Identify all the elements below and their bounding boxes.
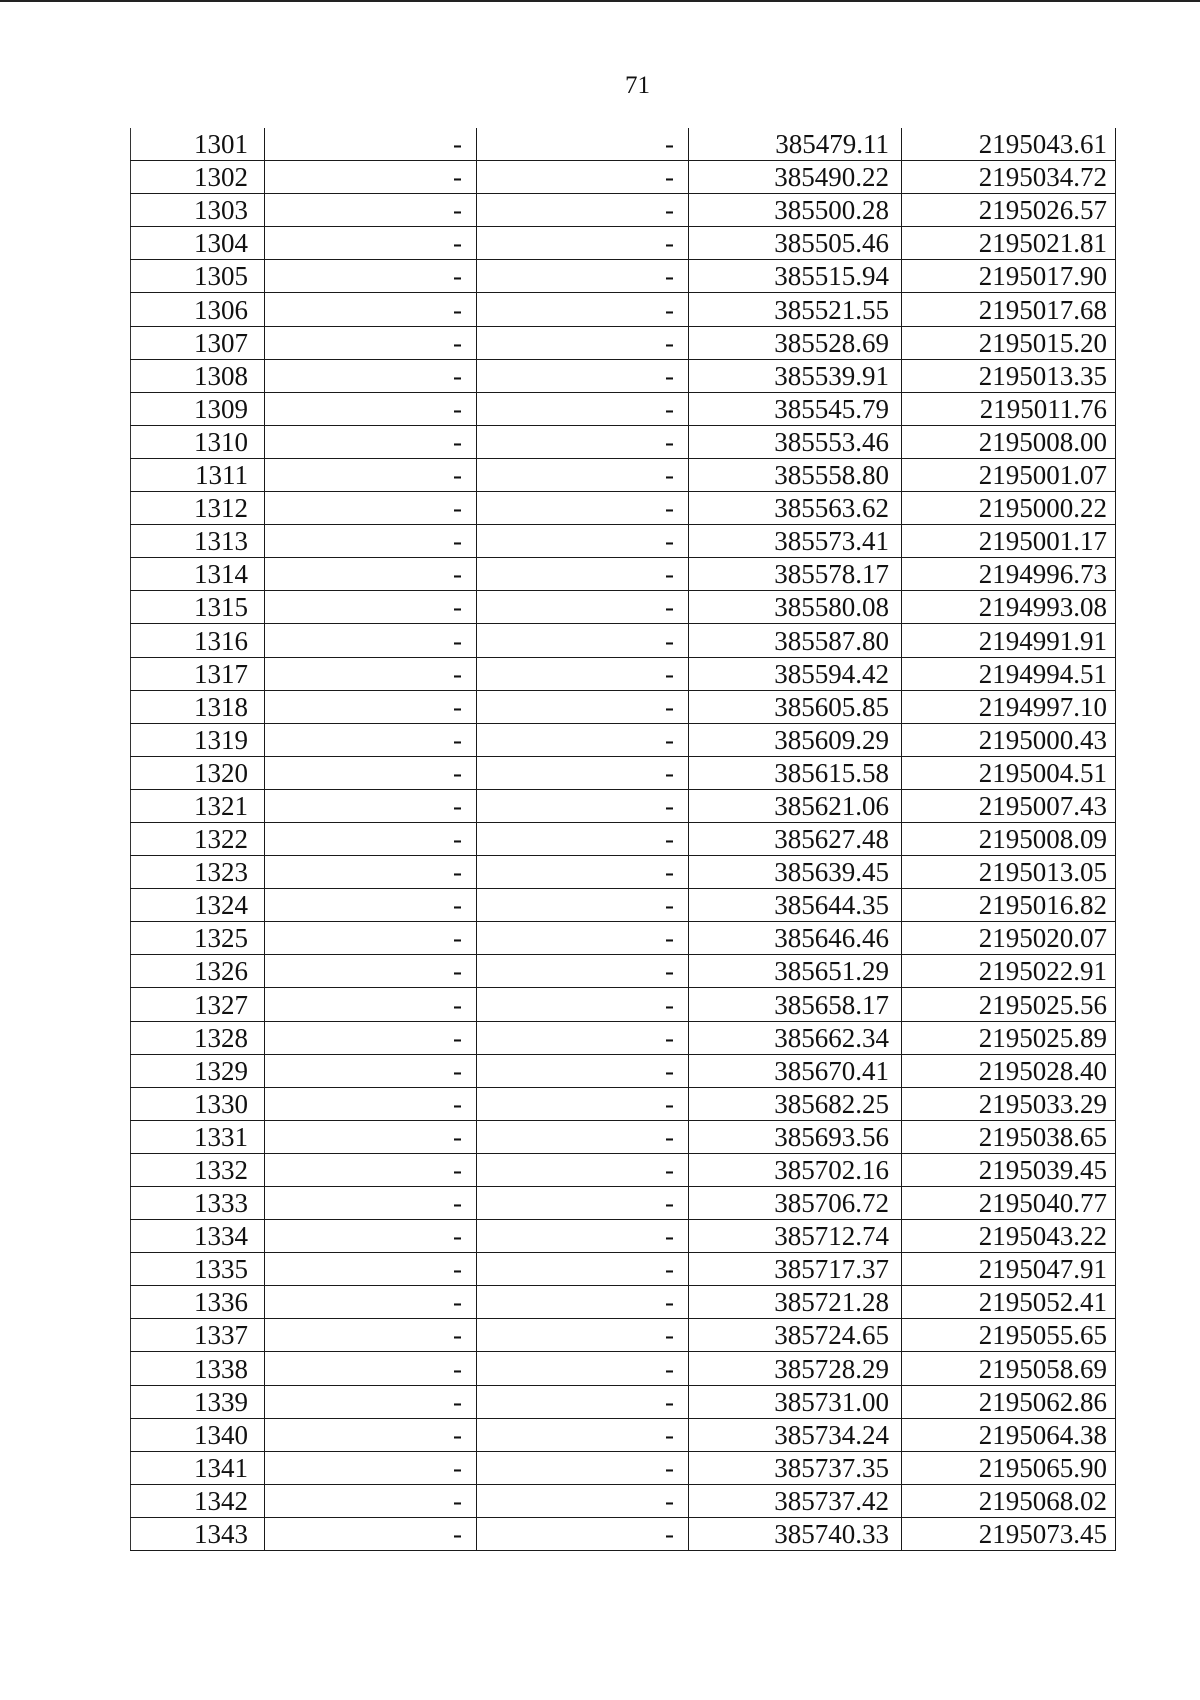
y-coordinate-cell: 2195025.56 — [902, 988, 1116, 1021]
dash-cell: - — [477, 227, 689, 260]
dash-cell: - — [265, 856, 477, 889]
dash-cell: - — [265, 1054, 477, 1087]
dash-cell: - — [265, 392, 477, 425]
dash-cell: - — [477, 1286, 689, 1319]
x-coordinate-cell: 385563.62 — [689, 492, 902, 525]
dash-cell: - — [477, 1352, 689, 1385]
dash-cell: - — [477, 1220, 689, 1253]
y-coordinate-cell: 2195034.72 — [902, 161, 1116, 194]
point-number-cell: 1332 — [131, 1153, 265, 1186]
point-number-cell: 1340 — [131, 1418, 265, 1451]
y-coordinate-cell: 2195038.65 — [902, 1120, 1116, 1153]
x-coordinate-cell: 385670.41 — [689, 1054, 902, 1087]
table-row — [131, 1451, 1116, 1484]
x-coordinate-cell: 385621.06 — [689, 789, 902, 822]
coordinate-table-body — [131, 128, 1116, 1551]
x-coordinate-cell: 385706.72 — [689, 1187, 902, 1220]
y-coordinate-cell: 2195026.57 — [902, 194, 1116, 227]
table-row — [131, 1187, 1116, 1220]
point-number-cell: 1320 — [131, 756, 265, 789]
point-number-cell: 1315 — [131, 591, 265, 624]
y-coordinate-cell: 2195040.77 — [902, 1187, 1116, 1220]
point-number-cell: 1321 — [131, 789, 265, 822]
dash-cell: - — [265, 1253, 477, 1286]
table-row — [131, 657, 1116, 690]
point-number-cell: 1318 — [131, 690, 265, 723]
dash-cell: - — [477, 293, 689, 326]
point-number-cell: 1343 — [131, 1517, 265, 1550]
point-number-cell: 1316 — [131, 624, 265, 657]
point-number-cell: 1308 — [131, 359, 265, 392]
table-row — [131, 1253, 1116, 1286]
dash-cell: - — [477, 922, 689, 955]
dash-cell: - — [265, 723, 477, 756]
coordinate-table — [130, 128, 1116, 1551]
dash-cell: - — [265, 1517, 477, 1550]
point-number-cell: 1328 — [131, 1021, 265, 1054]
dash-cell: - — [265, 591, 477, 624]
table-row — [131, 789, 1116, 822]
table-row — [131, 822, 1116, 855]
point-number-cell: 1327 — [131, 988, 265, 1021]
dash-cell: - — [477, 1021, 689, 1054]
y-coordinate-cell: 2195068.02 — [902, 1484, 1116, 1517]
x-coordinate-cell: 385587.80 — [689, 624, 902, 657]
point-number-cell: 1333 — [131, 1187, 265, 1220]
dash-cell: - — [477, 1187, 689, 1220]
dash-cell: - — [265, 326, 477, 359]
x-coordinate-cell: 385728.29 — [689, 1352, 902, 1385]
y-coordinate-cell: 2195017.90 — [902, 260, 1116, 293]
y-coordinate-cell: 2194994.51 — [902, 657, 1116, 690]
table-row — [131, 1087, 1116, 1120]
y-coordinate-cell: 2195039.45 — [902, 1153, 1116, 1186]
dash-cell: - — [477, 1054, 689, 1087]
dash-cell: - — [477, 756, 689, 789]
x-coordinate-cell: 385580.08 — [689, 591, 902, 624]
y-coordinate-cell: 2194996.73 — [902, 558, 1116, 591]
table-row — [131, 1021, 1116, 1054]
table-row — [131, 492, 1116, 525]
y-coordinate-cell: 2195065.90 — [902, 1451, 1116, 1484]
point-number-cell: 1313 — [131, 525, 265, 558]
dash-cell: - — [477, 822, 689, 855]
table-row — [131, 558, 1116, 591]
dash-cell: - — [265, 1220, 477, 1253]
y-coordinate-cell: 2195004.51 — [902, 756, 1116, 789]
dash-cell: - — [265, 293, 477, 326]
table-row — [131, 723, 1116, 756]
x-coordinate-cell: 385615.58 — [689, 756, 902, 789]
dash-cell: - — [265, 1418, 477, 1451]
table-row — [131, 1352, 1116, 1385]
y-coordinate-cell: 2195062.86 — [902, 1385, 1116, 1418]
x-coordinate-cell: 385639.45 — [689, 856, 902, 889]
point-number-cell: 1311 — [131, 458, 265, 491]
x-coordinate-cell: 385539.91 — [689, 359, 902, 392]
table-row — [131, 624, 1116, 657]
y-coordinate-cell: 2195028.40 — [902, 1054, 1116, 1087]
point-number-cell: 1302 — [131, 161, 265, 194]
dash-cell: - — [265, 425, 477, 458]
table-row — [131, 458, 1116, 491]
table-row — [131, 988, 1116, 1021]
dash-cell: - — [477, 723, 689, 756]
y-coordinate-cell: 2195021.81 — [902, 227, 1116, 260]
y-coordinate-cell: 2195052.41 — [902, 1286, 1116, 1319]
y-coordinate-cell: 2195008.00 — [902, 425, 1116, 458]
y-coordinate-cell: 2195008.09 — [902, 822, 1116, 855]
table-row — [131, 1385, 1116, 1418]
dash-cell: - — [265, 227, 477, 260]
dash-cell: - — [477, 988, 689, 1021]
y-coordinate-cell: 2195001.07 — [902, 458, 1116, 491]
table-row — [131, 1054, 1116, 1087]
dash-cell: - — [265, 128, 477, 161]
dash-cell: - — [265, 690, 477, 723]
dash-cell: - — [477, 1253, 689, 1286]
dash-cell: - — [265, 492, 477, 525]
x-coordinate-cell: 385500.28 — [689, 194, 902, 227]
dash-cell: - — [477, 789, 689, 822]
table-row — [131, 525, 1116, 558]
dash-cell: - — [477, 889, 689, 922]
point-number-cell: 1334 — [131, 1220, 265, 1253]
dash-cell: - — [477, 856, 689, 889]
x-coordinate-cell: 385734.24 — [689, 1418, 902, 1451]
x-coordinate-cell: 385651.29 — [689, 955, 902, 988]
table-row — [131, 1484, 1116, 1517]
table-row — [131, 1120, 1116, 1153]
dash-cell: - — [265, 1319, 477, 1352]
x-coordinate-cell: 385479.11 — [689, 128, 902, 161]
x-coordinate-cell: 385609.29 — [689, 723, 902, 756]
table-row — [131, 161, 1116, 194]
dash-cell: - — [265, 988, 477, 1021]
point-number-cell: 1323 — [131, 856, 265, 889]
dash-cell: - — [477, 591, 689, 624]
dash-cell: - — [477, 194, 689, 227]
dash-cell: - — [265, 1451, 477, 1484]
x-coordinate-cell: 385490.22 — [689, 161, 902, 194]
table-row — [131, 1418, 1116, 1451]
table-row — [131, 591, 1116, 624]
dash-cell: - — [477, 1153, 689, 1186]
dash-cell: - — [265, 1120, 477, 1153]
table-row — [131, 227, 1116, 260]
x-coordinate-cell: 385712.74 — [689, 1220, 902, 1253]
table-row — [131, 326, 1116, 359]
y-coordinate-cell: 2195043.61 — [902, 128, 1116, 161]
dash-cell: - — [265, 822, 477, 855]
dash-cell: - — [265, 955, 477, 988]
dash-cell: - — [477, 1451, 689, 1484]
table-row — [131, 128, 1116, 161]
dash-cell: - — [477, 359, 689, 392]
point-number-cell: 1336 — [131, 1286, 265, 1319]
dash-cell: - — [265, 1021, 477, 1054]
page-top-border — [0, 0, 1200, 2]
point-number-cell: 1312 — [131, 492, 265, 525]
y-coordinate-cell: 2195016.82 — [902, 889, 1116, 922]
dash-cell: - — [265, 558, 477, 591]
point-number-cell: 1335 — [131, 1253, 265, 1286]
dash-cell: - — [265, 1187, 477, 1220]
x-coordinate-cell: 385740.33 — [689, 1517, 902, 1550]
dash-cell: - — [477, 1087, 689, 1120]
x-coordinate-cell: 385662.34 — [689, 1021, 902, 1054]
dash-cell: - — [265, 624, 477, 657]
table-row — [131, 922, 1116, 955]
x-coordinate-cell: 385573.41 — [689, 525, 902, 558]
y-coordinate-cell: 2195043.22 — [902, 1220, 1116, 1253]
point-number-cell: 1305 — [131, 260, 265, 293]
x-coordinate-cell: 385724.65 — [689, 1319, 902, 1352]
point-number-cell: 1325 — [131, 922, 265, 955]
dash-cell: - — [265, 1385, 477, 1418]
y-coordinate-cell: 2195013.05 — [902, 856, 1116, 889]
table-row — [131, 856, 1116, 889]
y-coordinate-cell: 2195015.20 — [902, 326, 1116, 359]
x-coordinate-cell: 385528.69 — [689, 326, 902, 359]
dash-cell: - — [265, 657, 477, 690]
y-coordinate-cell: 2194991.91 — [902, 624, 1116, 657]
point-number-cell: 1317 — [131, 657, 265, 690]
x-coordinate-cell: 385717.37 — [689, 1253, 902, 1286]
table-row — [131, 1286, 1116, 1319]
point-number-cell: 1319 — [131, 723, 265, 756]
dash-cell: - — [265, 161, 477, 194]
page-number: 71 — [625, 72, 650, 99]
point-number-cell: 1330 — [131, 1087, 265, 1120]
point-number-cell: 1307 — [131, 326, 265, 359]
x-coordinate-cell: 385731.00 — [689, 1385, 902, 1418]
point-number-cell: 1337 — [131, 1319, 265, 1352]
x-coordinate-cell: 385682.25 — [689, 1087, 902, 1120]
dash-cell: - — [265, 922, 477, 955]
table-row — [131, 955, 1116, 988]
point-number-cell: 1341 — [131, 1451, 265, 1484]
dash-cell: - — [477, 1319, 689, 1352]
x-coordinate-cell: 385594.42 — [689, 657, 902, 690]
y-coordinate-cell: 2195011.76 — [902, 392, 1116, 425]
y-coordinate-cell: 2195007.43 — [902, 789, 1116, 822]
dash-cell: - — [477, 392, 689, 425]
y-coordinate-cell: 2195025.89 — [902, 1021, 1116, 1054]
point-number-cell: 1310 — [131, 425, 265, 458]
point-number-cell: 1304 — [131, 227, 265, 260]
dash-cell: - — [265, 1352, 477, 1385]
dash-cell: - — [477, 1484, 689, 1517]
dash-cell: - — [265, 194, 477, 227]
x-coordinate-cell: 385702.16 — [689, 1153, 902, 1186]
x-coordinate-cell: 385646.46 — [689, 922, 902, 955]
y-coordinate-cell: 2195001.17 — [902, 525, 1116, 558]
y-coordinate-cell: 2195033.29 — [902, 1087, 1116, 1120]
y-coordinate-cell: 2195013.35 — [902, 359, 1116, 392]
dash-cell: - — [477, 525, 689, 558]
dash-cell: - — [477, 690, 689, 723]
x-coordinate-cell: 385505.46 — [689, 227, 902, 260]
table-row — [131, 293, 1116, 326]
point-number-cell: 1322 — [131, 822, 265, 855]
x-coordinate-cell: 385658.17 — [689, 988, 902, 1021]
dash-cell: - — [265, 1484, 477, 1517]
dash-cell: - — [477, 657, 689, 690]
point-number-cell: 1314 — [131, 558, 265, 591]
dash-cell: - — [265, 756, 477, 789]
table-row — [131, 194, 1116, 227]
x-coordinate-cell: 385644.35 — [689, 889, 902, 922]
x-coordinate-cell: 385627.48 — [689, 822, 902, 855]
dash-cell: - — [477, 1120, 689, 1153]
x-coordinate-cell: 385545.79 — [689, 392, 902, 425]
x-coordinate-cell: 385737.42 — [689, 1484, 902, 1517]
y-coordinate-cell: 2195055.65 — [902, 1319, 1116, 1352]
y-coordinate-cell: 2195047.91 — [902, 1253, 1116, 1286]
x-coordinate-cell: 385521.55 — [689, 293, 902, 326]
table-row — [131, 1220, 1116, 1253]
dash-cell: - — [265, 458, 477, 491]
x-coordinate-cell: 385515.94 — [689, 260, 902, 293]
table-row — [131, 889, 1116, 922]
point-number-cell: 1338 — [131, 1352, 265, 1385]
dash-cell: - — [477, 955, 689, 988]
y-coordinate-cell: 2195073.45 — [902, 1517, 1116, 1550]
x-coordinate-cell: 385721.28 — [689, 1286, 902, 1319]
x-coordinate-cell: 385558.80 — [689, 458, 902, 491]
point-number-cell: 1331 — [131, 1120, 265, 1153]
point-number-cell: 1339 — [131, 1385, 265, 1418]
point-number-cell: 1301 — [131, 128, 265, 161]
table-row — [131, 690, 1116, 723]
dash-cell: - — [477, 425, 689, 458]
dash-cell: - — [477, 492, 689, 525]
dash-cell: - — [477, 458, 689, 491]
y-coordinate-cell: 2195000.22 — [902, 492, 1116, 525]
dash-cell: - — [477, 1418, 689, 1451]
point-number-cell: 1329 — [131, 1054, 265, 1087]
dash-cell: - — [477, 161, 689, 194]
dash-cell: - — [477, 326, 689, 359]
dash-cell: - — [477, 558, 689, 591]
y-coordinate-cell: 2195022.91 — [902, 955, 1116, 988]
x-coordinate-cell: 385578.17 — [689, 558, 902, 591]
x-coordinate-cell: 385693.56 — [689, 1120, 902, 1153]
y-coordinate-cell: 2195064.38 — [902, 1418, 1116, 1451]
point-number-cell: 1306 — [131, 293, 265, 326]
dash-cell: - — [265, 260, 477, 293]
point-number-cell: 1303 — [131, 194, 265, 227]
dash-cell: - — [477, 1517, 689, 1550]
table-row — [131, 1153, 1116, 1186]
point-number-cell: 1309 — [131, 392, 265, 425]
y-coordinate-cell: 2195017.68 — [902, 293, 1116, 326]
y-coordinate-cell: 2195000.43 — [902, 723, 1116, 756]
y-coordinate-cell: 2194993.08 — [902, 591, 1116, 624]
x-coordinate-cell: 385605.85 — [689, 690, 902, 723]
y-coordinate-cell: 2194997.10 — [902, 690, 1116, 723]
table-row — [131, 1517, 1116, 1550]
dash-cell: - — [265, 1153, 477, 1186]
table-row — [131, 425, 1116, 458]
y-coordinate-cell: 2195058.69 — [902, 1352, 1116, 1385]
dash-cell: - — [477, 260, 689, 293]
table-row — [131, 1319, 1116, 1352]
dash-cell: - — [265, 359, 477, 392]
dash-cell: - — [265, 789, 477, 822]
table-row — [131, 359, 1116, 392]
y-coordinate-cell: 2195020.07 — [902, 922, 1116, 955]
x-coordinate-cell: 385737.35 — [689, 1451, 902, 1484]
dash-cell: - — [477, 624, 689, 657]
table-row — [131, 756, 1116, 789]
point-number-cell: 1342 — [131, 1484, 265, 1517]
dash-cell: - — [265, 1286, 477, 1319]
table-row — [131, 392, 1116, 425]
dash-cell: - — [265, 525, 477, 558]
point-number-cell: 1326 — [131, 955, 265, 988]
dash-cell: - — [265, 889, 477, 922]
x-coordinate-cell: 385553.46 — [689, 425, 902, 458]
dash-cell: - — [477, 128, 689, 161]
table-row — [131, 260, 1116, 293]
dash-cell: - — [477, 1385, 689, 1418]
point-number-cell: 1324 — [131, 889, 265, 922]
dash-cell: - — [265, 1087, 477, 1120]
